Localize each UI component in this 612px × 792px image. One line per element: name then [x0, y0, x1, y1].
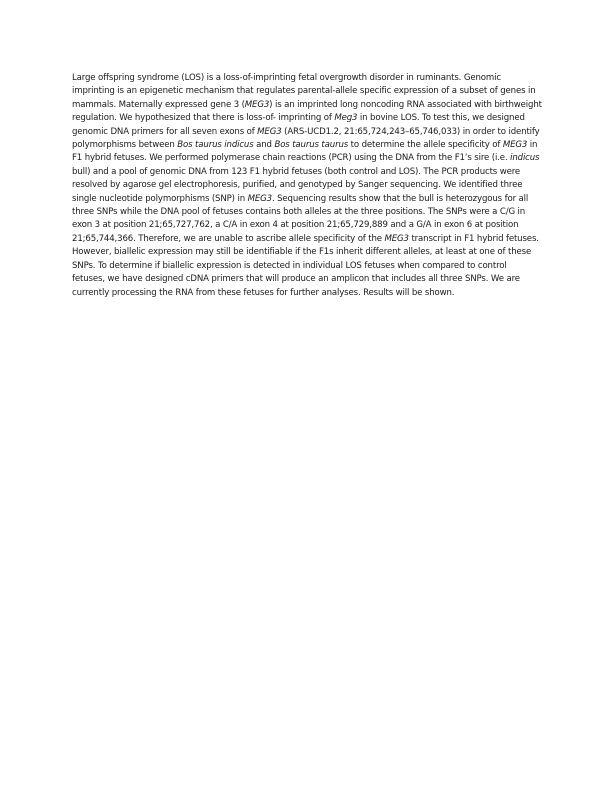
species-name-italic: Bos taurus indicus — [177, 140, 254, 151]
abstract-paragraph — [72, 72, 542, 300]
gene-name-italic: MEG3 — [502, 140, 528, 151]
text-segment: (ARS-UCD1.2, 21:65,724,243–65,746,033) in order to identify polymorphisms between — [72, 126, 540, 151]
text-segment: Large offspring syndrome (LOS) is a loss-of-imprinting fetal overgrowth disorder in ruminants. Genomic imprinting is an epigenetic mechanism that regulates parental-allele specific expression of a subset of genes in mammals. Maternally expressed gene 3 ( — [72, 73, 536, 110]
text-segment: to determine the allele specificity of — [348, 140, 503, 151]
gene-name-italic: MEG3 — [244, 99, 270, 110]
text-segment: transcript in F1 hybrid fetuses. However, biallelic expression may still be identifiable if the F1s inherit different alleles, at least at one of these SNPs. To determine if biallelic expression is detected in individual LOS fetuses when compared to control fetuses, we have designed cDNA primers that will produce an amplicon that includes all three SNPs. We are currently processing the RNA from these fetuses for further analyses. Results will be shown. — [72, 233, 539, 298]
text-segment: bull) and a pool of genomic DNA from 123 F1 hybrid fetuses (both control and LOS). The PCR products were resolved by agarose gel electrophoresis, purified, and genotyped by Sanger sequencing. We identified three single nucleotide polymorphisms (SNP) in — [72, 166, 523, 204]
text-segment: in bovine LOS. To test this, we designed genomic DNA primers for all seven exons of — [72, 113, 525, 137]
species-name-italic: indicus — [510, 153, 540, 164]
gene-name-italic: MEG3 — [257, 126, 282, 137]
gene-name-italic: MEG3 — [247, 193, 272, 204]
gene-name-italic: MEG3 — [384, 233, 409, 244]
text-segment: in F1 hybrid fetuses. We performed polymerase chain reactions (PCR) using the DNA from the F1’s sire (i.e. — [72, 140, 538, 164]
text-segment: . Sequencing results show that the bull is heterozygous for all three SNPs while the DNA pool of fetuses contains both alleles at the three positions. The SNPs were a C/G in exon 3 at position 21;65,727,762, a C/A in exon 4 at position 21;65,729,889 and a G/A in exon 6 at position 21;65,744,366. Therefore, we are unable to ascribe allele specificity of the — [72, 193, 529, 244]
text-segment: ) is an imprinted long noncoding RNA associated with birthweight regulation. We hypothesized that there is loss-of- imprinting of — [72, 99, 542, 124]
gene-name-italic: Meg3 — [334, 113, 358, 124]
species-name-italic: Bos taurus taurus — [274, 140, 349, 151]
text-segment: and — [253, 140, 275, 151]
